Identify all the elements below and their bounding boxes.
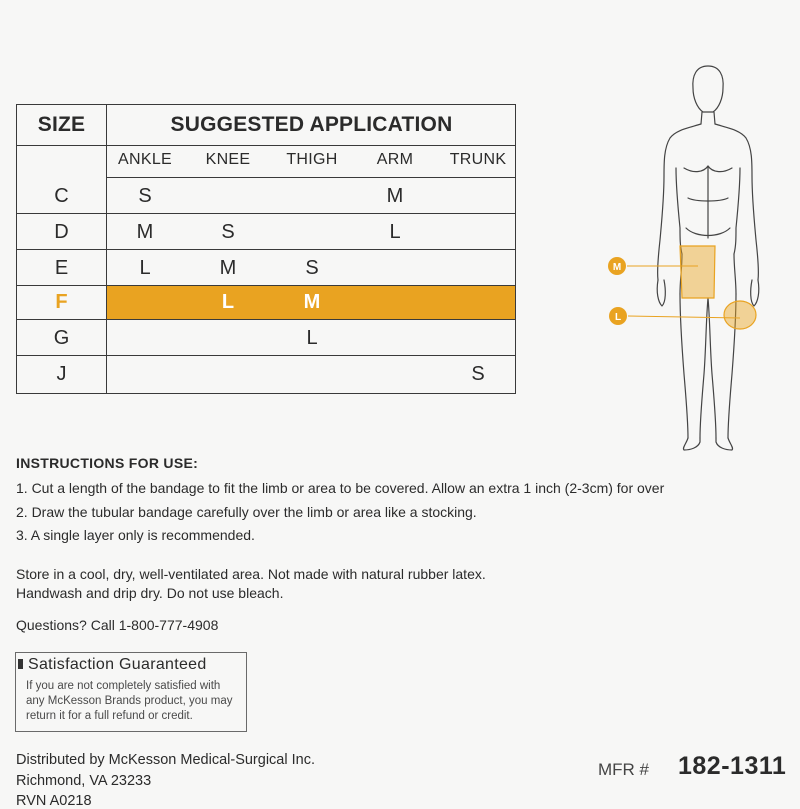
table-cell: M (219, 257, 237, 279)
table-cell: S (138, 185, 152, 207)
column-header-knee: KNEE (205, 151, 251, 168)
size-header: SIZE (37, 113, 86, 136)
size-letter-e: E (54, 257, 69, 279)
satisfaction-guarantee-box (15, 652, 247, 732)
guarantee-line: any McKesson Brands product, you may (26, 695, 233, 707)
knee-callout-line (628, 316, 740, 318)
column-header-ankle: ANKLE (118, 151, 172, 168)
guarantee-line: return it for a full refund or credit. (26, 710, 193, 722)
distributor-line-3: RVN A0218 (16, 793, 92, 809)
column-header-thigh: THIGH (286, 151, 338, 168)
knee-marker-label: L (614, 312, 622, 323)
table-row-divider (17, 355, 515, 356)
guarantee-body (26, 679, 248, 724)
table-cell: S (305, 257, 319, 279)
guarantee-line: If you are not completely satisfied with (26, 680, 221, 692)
table-row-divider (17, 319, 515, 320)
instructions-title: INSTRUCTIONS FOR USE: (16, 455, 199, 471)
size-letter-f: F (55, 291, 68, 313)
table-header-divider (17, 145, 515, 146)
table-cell: M (386, 185, 404, 207)
distributor-line-2: Richmond, VA 23233 (16, 773, 152, 789)
size-letter-j: J (56, 363, 67, 385)
application-header: SUGGESTED APPLICATION (170, 113, 453, 136)
table-row-divider (17, 249, 515, 250)
table-cell-highlighted: L (221, 291, 235, 313)
questions-phone: Questions? Call 1-800-777-4908 (16, 617, 219, 633)
column-header-trunk: TRUNK (449, 151, 507, 168)
knee-bandage-region (724, 301, 756, 329)
storage-line-1: Store in a cool, dry, well-ventilated area. Not made with natural rubber latex. (16, 566, 486, 582)
instruction-step-2: 2. Draw the tubular bandage carefully over the limb or area like a stocking. (16, 504, 477, 520)
table-cell: S (471, 363, 485, 385)
table-row-divider (17, 213, 515, 214)
column-header-arm: ARM (376, 151, 414, 168)
instruction-step-3: 3. A single layer only is recommended. (16, 527, 255, 543)
table-subheader-divider (107, 177, 515, 178)
mfr-label: MFR # (598, 760, 649, 779)
thigh-bandage-region (680, 246, 715, 298)
thigh-marker-label: M (612, 262, 622, 273)
size-application-table (16, 104, 516, 394)
guarantee-mark-icon (18, 659, 23, 669)
mfr-number: 182-1311 (678, 752, 787, 780)
storage-line-2: Handwash and drip dry. Do not use bleach. (16, 585, 284, 601)
size-letter-g: G (53, 327, 70, 349)
guarantee-title: Satisfaction Guaranteed (28, 656, 207, 673)
distributor-line-1: Distributed by McKesson Medical-Surgical Inc. (16, 752, 315, 768)
table-cell: M (136, 221, 154, 243)
size-letter-d: D (54, 221, 69, 243)
instruction-step-1: 1. Cut a length of the bandage to fit the limb or area to be covered. Allow an extra 1 inch (2-3cm) for over (16, 480, 665, 496)
table-cell: S (221, 221, 235, 243)
size-letter-c: C (54, 185, 69, 207)
body-outline-figure (600, 58, 800, 458)
table-cell: L (389, 221, 401, 243)
table-cell-highlighted: M (303, 291, 321, 313)
table-cell: L (306, 327, 318, 349)
table-row-divider (17, 285, 515, 286)
table-cell: L (139, 257, 151, 279)
